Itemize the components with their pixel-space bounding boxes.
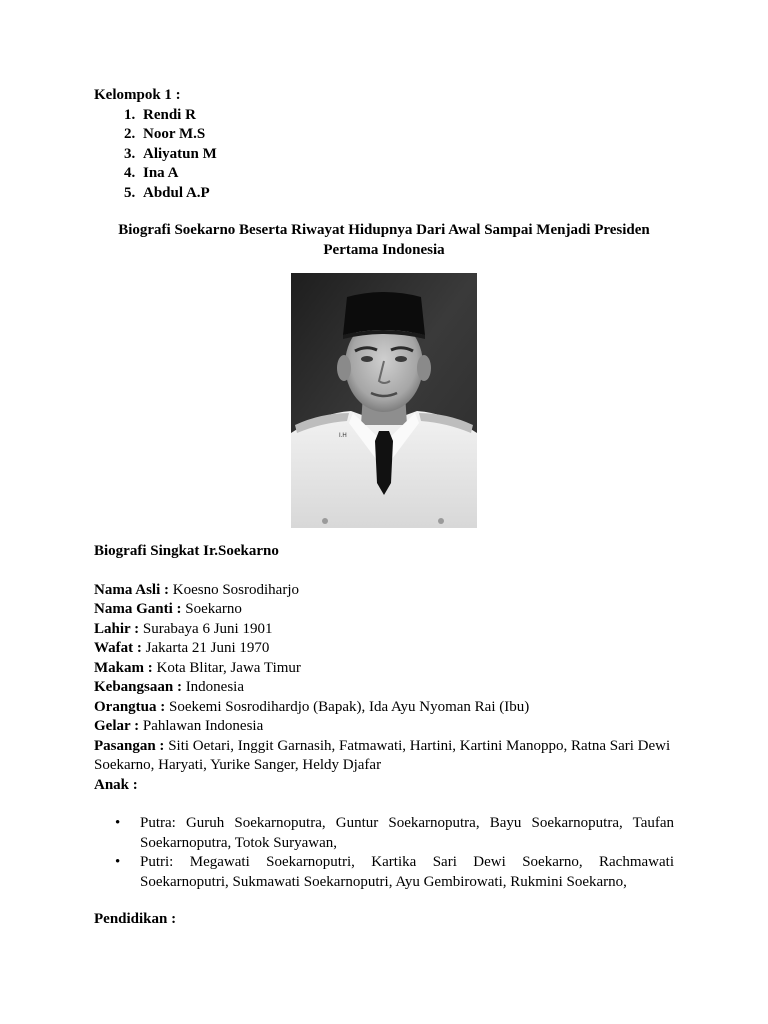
member-item: 5. Abdul A.P xyxy=(139,184,674,204)
fact-value: Siti Oetari, Inggit Garnasih, Fatmawati, Hartini, Kartini Manoppo, Ratna Sari Dewi Soekarno, Haryati, Yurike Sanger, Heldy Djafar xyxy=(94,737,671,773)
member-item: 1. Rendi R xyxy=(139,106,674,126)
portrait-photo xyxy=(291,273,477,528)
education-heading: Pendidikan : xyxy=(94,911,177,927)
bullet-icon: • xyxy=(115,854,121,870)
fact-label: Gelar : xyxy=(94,718,140,734)
document-content xyxy=(94,86,674,930)
fact-row xyxy=(94,717,674,737)
bullet-icon: • xyxy=(115,815,121,831)
document-title: Biografi Soekarno Beserta Riwayat Hidupnya Dari Awal Sampai Menjadi Presiden Pertama Indonesia xyxy=(118,222,650,258)
fact-value: Surabaya 6 Juni 1901 xyxy=(139,620,273,637)
member-list xyxy=(94,106,674,204)
fact-label: Kebangsaan : xyxy=(94,679,182,695)
fact-value: Soekarno xyxy=(181,601,242,617)
fact-value: Koesno Sosrodiharjo xyxy=(169,581,299,598)
fact-label: Pasangan : xyxy=(94,737,165,754)
fact-row xyxy=(94,581,674,601)
group-title: Kelompok 1 : xyxy=(94,87,181,103)
fact-label: Orangtua : xyxy=(94,698,166,715)
fact-value: Indonesia xyxy=(181,679,245,695)
fact-value: Pahlawan Indonesia xyxy=(139,718,264,734)
fact-label: Makam : xyxy=(94,659,153,676)
fact-label: Nama Ganti : xyxy=(94,601,182,617)
fact-row xyxy=(94,620,674,640)
member-item: 4. Ina A xyxy=(139,164,674,184)
children-list xyxy=(94,814,674,892)
list-item-text: Putri: Megawati Soekarnoputri, Kartika Sari Dewi Soekarno, Rachmawati Soekarnoputri, Sukmawati Soekarnoputri, Ayu Gembirowati, Rukmini Soekarno, xyxy=(140,854,674,890)
portrait-photo-icon xyxy=(291,273,477,528)
list-item-text: Putra: Guruh Soekarnoputra, Guntur Soekarnoputra, Bayu Soekarnoputra, Taufan Soekarnoputra, Totok Suryawan, xyxy=(140,815,674,851)
fact-label: Lahir : xyxy=(94,620,140,637)
section-title: Biografi Singkat Ir.Soekarno xyxy=(94,543,279,559)
list-item xyxy=(115,814,674,853)
member-item: 2. Noor M.S xyxy=(139,125,674,145)
fact-row xyxy=(94,776,674,796)
list-item xyxy=(115,853,674,892)
svg-text:I.H: I.H xyxy=(339,433,347,439)
fact-row xyxy=(94,600,674,620)
fact-label: Wafat : xyxy=(94,640,142,656)
fact-row xyxy=(94,737,674,776)
fact-row xyxy=(94,698,674,718)
fact-value: Jakarta 21 Juni 1970 xyxy=(141,640,270,656)
fact-value: Kota Blitar, Jawa Timur xyxy=(152,659,301,676)
fact-row xyxy=(94,639,674,659)
fact-row xyxy=(94,659,674,679)
fact-row xyxy=(94,678,674,698)
fact-value: Soekemi Sosrodihardjo (Bapak), Ida Ayu Nyoman Rai (Ibu) xyxy=(165,698,530,715)
fact-label: Anak : xyxy=(94,776,138,793)
fact-label: Nama Asli : xyxy=(94,581,169,598)
member-item: 3. Aliyatun M xyxy=(139,145,674,165)
fact-list xyxy=(94,581,674,796)
